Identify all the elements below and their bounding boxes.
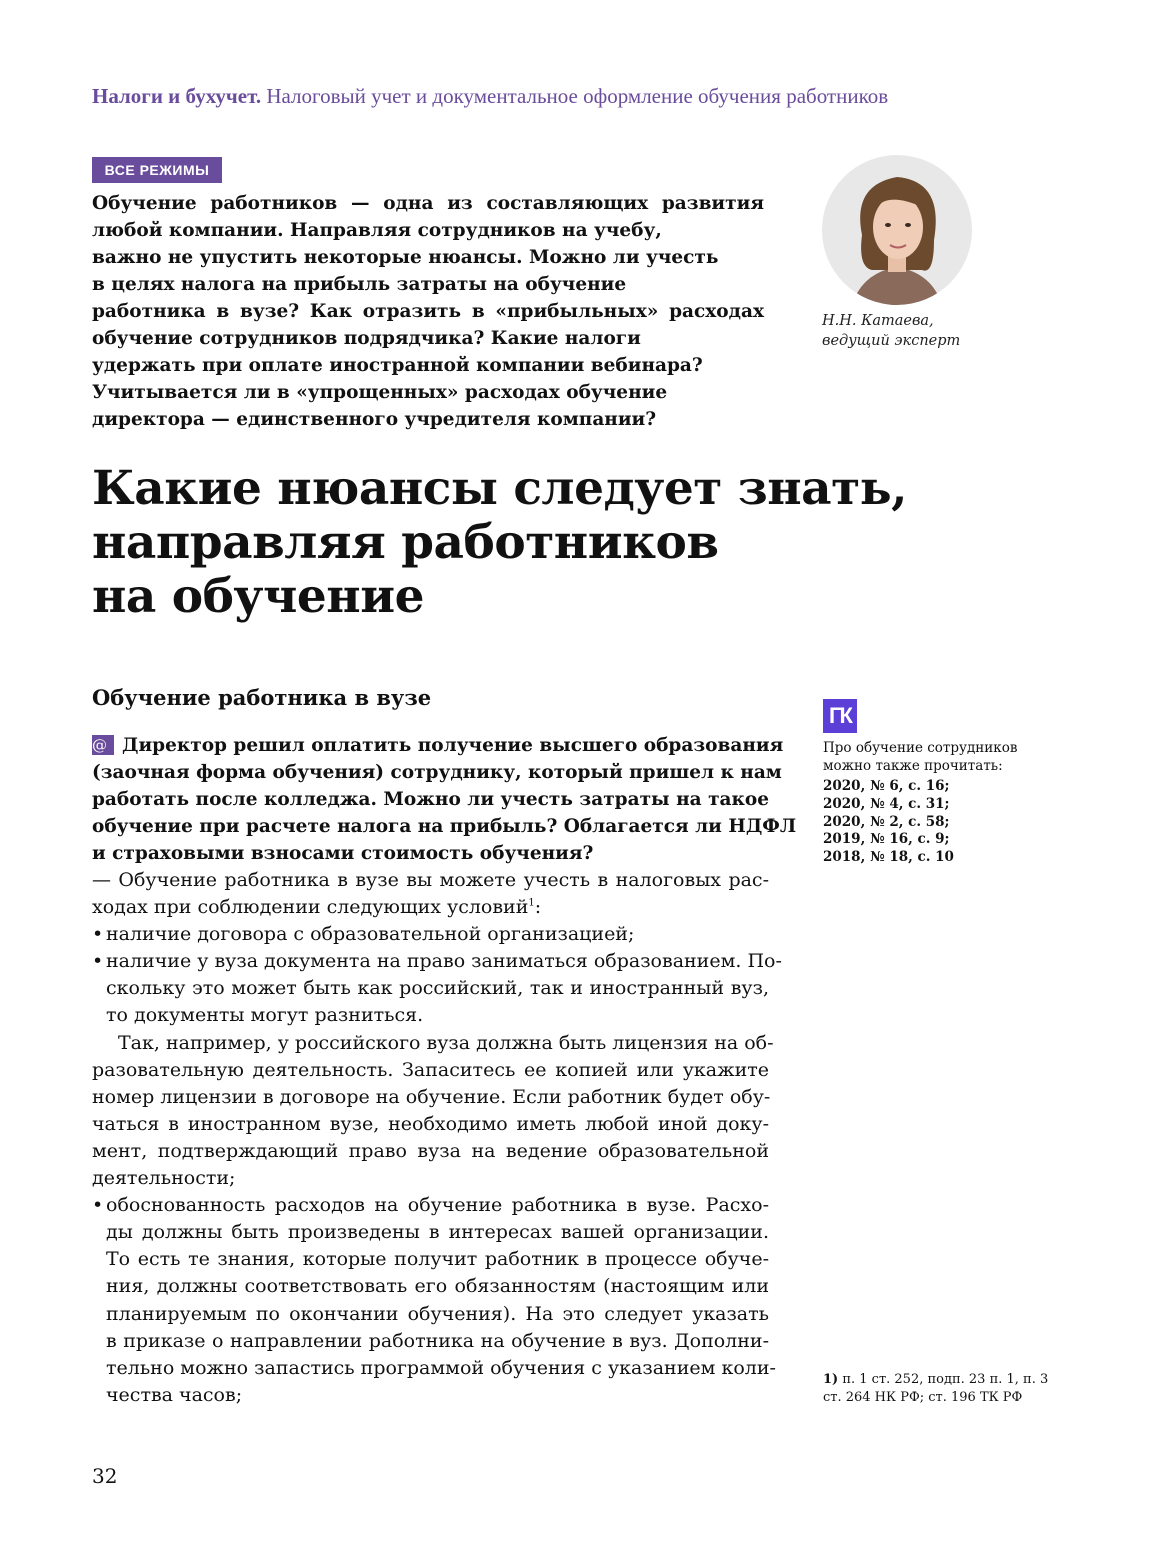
- body-line: планируемым по окончании обучения). На это следует указать: [106, 1302, 769, 1325]
- body-line: то документы могут разниться.: [106, 1004, 424, 1027]
- answer-text: [92, 867, 782, 1409]
- body-line: в приказе о направлении работника на обучение в вуз. Дополни-: [106, 1329, 769, 1352]
- gk-logo-icon: ГК: [823, 699, 857, 733]
- lead-line: Обучение работников — одна из составляющих развития: [92, 193, 764, 214]
- lead-line: обучение сотрудников подрядчика? Какие налоги: [92, 328, 641, 349]
- header-topic: Налоговый учет и документальное оформление обучения работников: [266, 84, 889, 108]
- author-photo: [822, 155, 972, 305]
- body-line: деятельности;: [92, 1167, 236, 1190]
- reference-link[interactable]: 2020, № 6, с. 16;: [823, 778, 950, 794]
- body-line: То есть те знания, которые получит работник в процессе обуче-: [106, 1248, 769, 1271]
- lead-paragraph: [92, 190, 764, 433]
- author-role: ведущий эксперт: [822, 333, 961, 349]
- bullet-item: • обоснованность расходов на обучение работника в вузе. Расхо-: [92, 1192, 769, 1219]
- sidebar-text: можно также прочитать:: [823, 758, 1003, 774]
- question-line: и страховыми взносами стоимость обучения?: [92, 843, 594, 864]
- reader-question: [92, 732, 797, 867]
- body-line: разовательную деятельность. Запаситесь ее копией или укажите: [92, 1058, 769, 1081]
- question-line: Директор решил оплатить получение высшего образования: [122, 735, 784, 756]
- question-line: обучение при расчете налога на прибыль? Облагается ли НДФЛ: [92, 816, 797, 837]
- body-line: скольку это может быть как российский, так и иностранный вуз,: [106, 977, 769, 1000]
- footnote-text: п. 1 ст. 252, подп. 23 п. 1, п. 3: [842, 1372, 1049, 1387]
- body-line: мент, подтверждающий право вуза на ведение образовательной: [92, 1139, 769, 1162]
- at-sign-icon: @: [92, 735, 114, 755]
- bullet-item: • наличие договора с образовательной организацией;: [92, 921, 769, 948]
- page-number: 32: [92, 1464, 118, 1488]
- footnote-number: 1): [823, 1372, 839, 1387]
- title-line: на обучение: [92, 569, 424, 624]
- sidebar-note: [823, 739, 1017, 775]
- body-line: — Обучение работника в вузе вы можете учесть в налоговых рас-: [92, 869, 769, 891]
- bullet-item: • наличие у вуза документа на право заниматься образованием. По-: [92, 948, 769, 975]
- question-line: (заочная форма обучения) сотруднику, который пришел к нам: [92, 762, 782, 783]
- body-text: :: [534, 896, 542, 919]
- section-heading: Обучение работника в вузе: [92, 685, 432, 710]
- body-text: ходах при соблюдении следующих условий: [92, 896, 529, 919]
- article-title: [92, 462, 907, 624]
- reference-link[interactable]: 2019, № 16, с. 9;: [823, 831, 950, 848]
- body-line: тельно можно запастись программой обучения с указанием коли-: [106, 1356, 776, 1379]
- question-line: работать после колледжа. Можно ли учесть затраты на такое: [92, 789, 769, 810]
- lead-line: любой компании. Направляя сотрудников на учебу,: [92, 220, 662, 241]
- title-line: направляя работников: [92, 515, 719, 570]
- lead-line: Учитывается ли в «упрощенных» расходах обучение: [92, 382, 668, 403]
- body-line: ды должны быть произведены в интересах вашей организации.: [106, 1221, 769, 1244]
- reference-link[interactable]: 2020, № 4, с. 31;: [823, 795, 950, 812]
- reference-link[interactable]: 2018, № 18, с. 10: [823, 849, 954, 866]
- body-line: номер лицензии в договоре на обучение. Если работник будет обу-: [92, 1085, 771, 1108]
- footnote-text: ст. 264 НК РФ; ст. 196 ТК РФ: [823, 1390, 1023, 1405]
- body-line: [92, 894, 769, 921]
- lead-line: в целях налога на прибыль затраты на обучение: [92, 274, 627, 295]
- body-line: ния, должны соответствовать его обязанностям (настоящим или: [106, 1275, 769, 1298]
- lead-line: директора — единственного учредителя компании?: [92, 409, 657, 430]
- header-section: Налоги и бухучет.: [92, 84, 262, 108]
- footnote: [823, 1371, 1048, 1407]
- body-line: чества часов;: [106, 1383, 243, 1406]
- reference-link[interactable]: 2020, № 2, с. 58;: [823, 813, 950, 830]
- author-caption: [822, 311, 960, 351]
- running-header: [92, 84, 888, 109]
- lead-line: удержать при оплате иностранной компании вебинара?: [92, 355, 703, 376]
- footnote-ref: 1: [528, 897, 535, 909]
- lead-line: работника в вузе? Как отразить в «прибыльных» расходах: [92, 301, 764, 322]
- sidebar-text: Про обучение сотрудников: [823, 740, 1018, 756]
- title-line: Какие нюансы следует знать,: [92, 461, 908, 516]
- regime-badge: ВСЕ РЕЖИМЫ: [92, 157, 222, 183]
- lead-line: важно не упустить некоторые нюансы. Можно ли учесть: [92, 247, 719, 268]
- body-line: Так, например, у российского вуза должна быть лицензия на об-: [118, 1031, 774, 1054]
- author-name: Н.Н. Катаева,: [822, 313, 934, 329]
- reference-list: [823, 778, 954, 867]
- body-line: чаться в иностранном вузе, необходимо иметь любой иной доку-: [92, 1112, 769, 1135]
